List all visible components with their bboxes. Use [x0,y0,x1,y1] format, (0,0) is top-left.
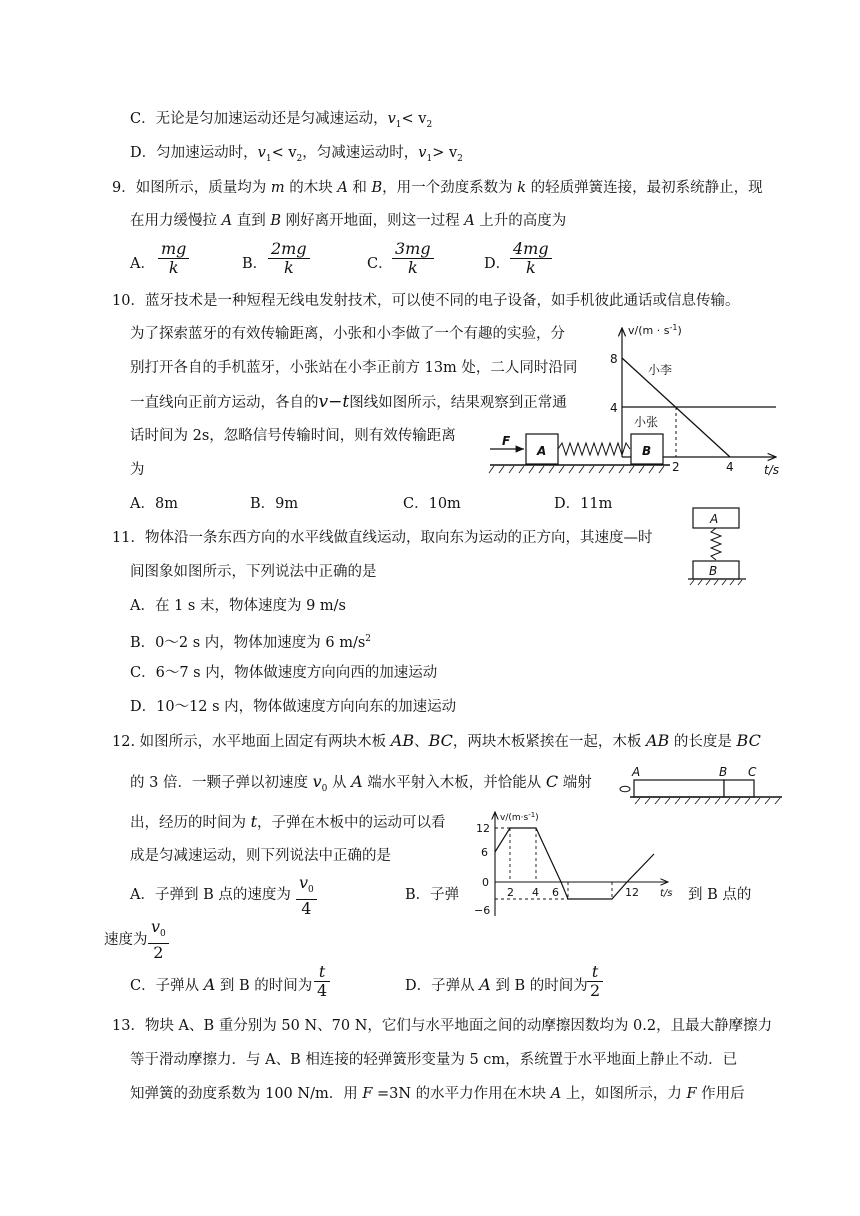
force-label: F [502,434,511,448]
bullet [620,786,630,792]
q10-stem-line2: 为了探索蓝牙的有效传输距离，小张和小李做了一个有趣的实验，分 [130,326,565,342]
q10-label-zhang: 小张 [634,415,659,429]
q12-option-a-fraction: $\frac{v_0}{4}$ [296,874,317,918]
q12-stem-line2: 的 3 倍．一颗子弹以初速度 $v_0$ 从 A 端水平射入木板，并恰能从 C 端射 [130,772,592,794]
q11-tick-x4: 4 [532,886,539,899]
board-bc [724,780,754,797]
q10-label-li: 小李 [648,363,673,377]
q11-tick-neg6: −6 [474,904,491,917]
q12-option-b-line2: 速度为 [104,932,148,948]
q11-ylabel: $v/(m\cdot s^{-1})$ [500,811,539,823]
q13-stem-line3: 知弹簧的劲度系数为 100 N/m．用 F =3N 的水平力作用在木块 A 上，如图所示，力 F 作用后 [130,1086,745,1102]
q9-option-b-fraction: $\frac{2mg}{k}$ [268,240,310,277]
q11-tick-x12: 12 [625,886,639,899]
q11-xlabel: t/s [660,888,673,899]
q10-stem-line1: 10．蓝牙技术是一种短程无线电发射技术，可以使不同的电子设备，如手机彼此通话或信息传输。 [112,293,740,309]
q10-ylabel: $v/(m \cdot s^{-1})$ [628,323,682,337]
block-a-label: A [537,444,547,458]
board-label-b: B [719,765,728,779]
q10-option-d: D．11m [554,496,613,512]
q12-option-b-text: B．子弹 [405,887,460,903]
vblock-a-label: A [710,512,719,526]
board-label-a: A [632,765,641,779]
q11-tick-6: 6 [481,846,488,859]
q11-stem-line2: 间图象如图所示，下列说法中正确的是 [130,564,377,580]
q11-tick-12: 12 [476,822,490,835]
q12-option-a-text: A．子弹到 B 点的速度为 [130,887,291,903]
q9-option-d-label: D． [484,256,511,272]
q11-tick-0: 0 [482,876,489,889]
q10-xlabel: t/s [764,463,779,477]
q9-stem-line2: 在用力缓慢拉 A 直到 B 刚好离开地面，则这一过程 A 上升的高度为 [130,213,567,229]
vertical-ground-hatch [690,580,742,585]
q10-stem-line6: 为 [130,462,145,478]
q12-board-figure [616,764,782,806]
vertical-spring-coil [711,528,721,560]
ground-hatch [489,466,664,473]
q12-option-b-fraction: $\frac{v_0}{2}$ [148,918,169,962]
q12-option-c-fraction: $\frac{t}{4}$ [314,963,330,1000]
q10-option-a: A．8m [130,496,178,512]
q9-option-c-fraction: $\frac{3mg}{k}$ [392,240,434,277]
q12-option-d-fraction: $\frac{t}{2}$ [587,963,603,1000]
q9-option-d-fraction: $\frac{4mg}{k}$ [510,240,552,277]
q11-option-b: B．0～2 s 内，物体加速度为 6 $m/s^2$ [130,634,372,651]
q9-stem-line1: 9．如图所示，质量均为 m 的木块 A 和 B，用一个劲度系数为 k 的轻质弹簧连接，最初系统静止，现 [112,180,763,196]
board-ab [634,780,724,797]
vblock-b-label: B [709,564,718,578]
q12-option-d-text: D．子弹从 A 到 B 的时间为 [405,975,588,994]
q9-option-a-fraction: $\frac{mg}{k}$ [158,240,189,277]
q11-option-a: A．在 1 s 末，物体速度为 9 m/s [130,598,346,614]
q12-stem-line3: 出，经历的时间为 t，子弹在木板中的运动可以看 [130,812,446,831]
spring-coil [558,443,630,455]
vertical-spring-figure [688,506,748,586]
spring-blocks-figure [488,428,670,476]
q13-stem-line2: 等于滑动摩擦力．与 A、B 相连接的轻弹簧形变量为 5 cm，系统置于水平地面上静止不动．已 [130,1052,738,1068]
q9-option-a-label: A． [130,256,155,272]
q10-stem-line4: 一直线向正前方运动，各自的v−t图线如图所示，结果观察到正常通 [130,392,567,412]
q10-tick-x2: 2 [672,460,680,474]
q11-tick-x6: 6 [552,886,559,899]
q13-stem-line1: 13．物块 A、B 重分别为 50 N、70 N，它们与水平地面之间的动摩擦因数均为 0.2，且最大静摩擦力 [112,1018,773,1034]
q12-stem-line1: 12. 如图所示，水平地面上固定有两块木板 AB、BC，两块木板紧挨在一起，木板 AB 的长度是 BC [112,731,761,750]
q11-vt-graph [474,808,684,920]
q8-option-c: C．无论是匀加速运动还是匀减速运动，$v_1< v_2$ [130,111,433,130]
q10-tick-x4: 4 [726,460,734,474]
q10-stem-line5: 话时间为 2s，忽略信号传输时间，则有效传输距离 [130,428,456,444]
q10-stem-line3: 别打开各自的手机蓝牙，小张站在小李正前方 13m 处，二人同时沿同 [130,360,578,376]
q10-option-c: C．10m [403,496,461,512]
block-b-label: B [642,444,652,458]
board-ground-hatch [635,798,780,804]
q10-tick-8: 8 [610,352,618,366]
q9-option-b-label: B． [242,256,268,272]
board-label-c: C [748,765,757,779]
q11-tick-x2: 2 [507,886,514,899]
q10-tick-4: 4 [610,401,618,415]
q9-option-c-label: C． [367,256,393,272]
q11-option-d: D．10～12 s 内，物体做速度方向向东的加速运动 [130,699,457,715]
q12-stem-line4: 成是匀减速运动，则下列说法中正确的是 [130,848,391,864]
q12-option-b-continued: 到 B 点的 [688,887,752,903]
q10-option-b: B．9m [250,496,299,512]
q12-option-c-text: C．子弹从 A 到 B 的时间为 [130,975,313,994]
q8-option-d: D．匀加速运动时，$v_1< v_2$，匀减速运动时，$v_1> v_2$ [130,145,463,164]
q11-option-c: C．6～7 s 内，物体做速度方向向西的加速运动 [130,665,438,681]
q11-stem-line1: 11．物体沿一条东西方向的水平线做直线运动，取向东为运动的正方向，其速度—时 [112,530,653,546]
